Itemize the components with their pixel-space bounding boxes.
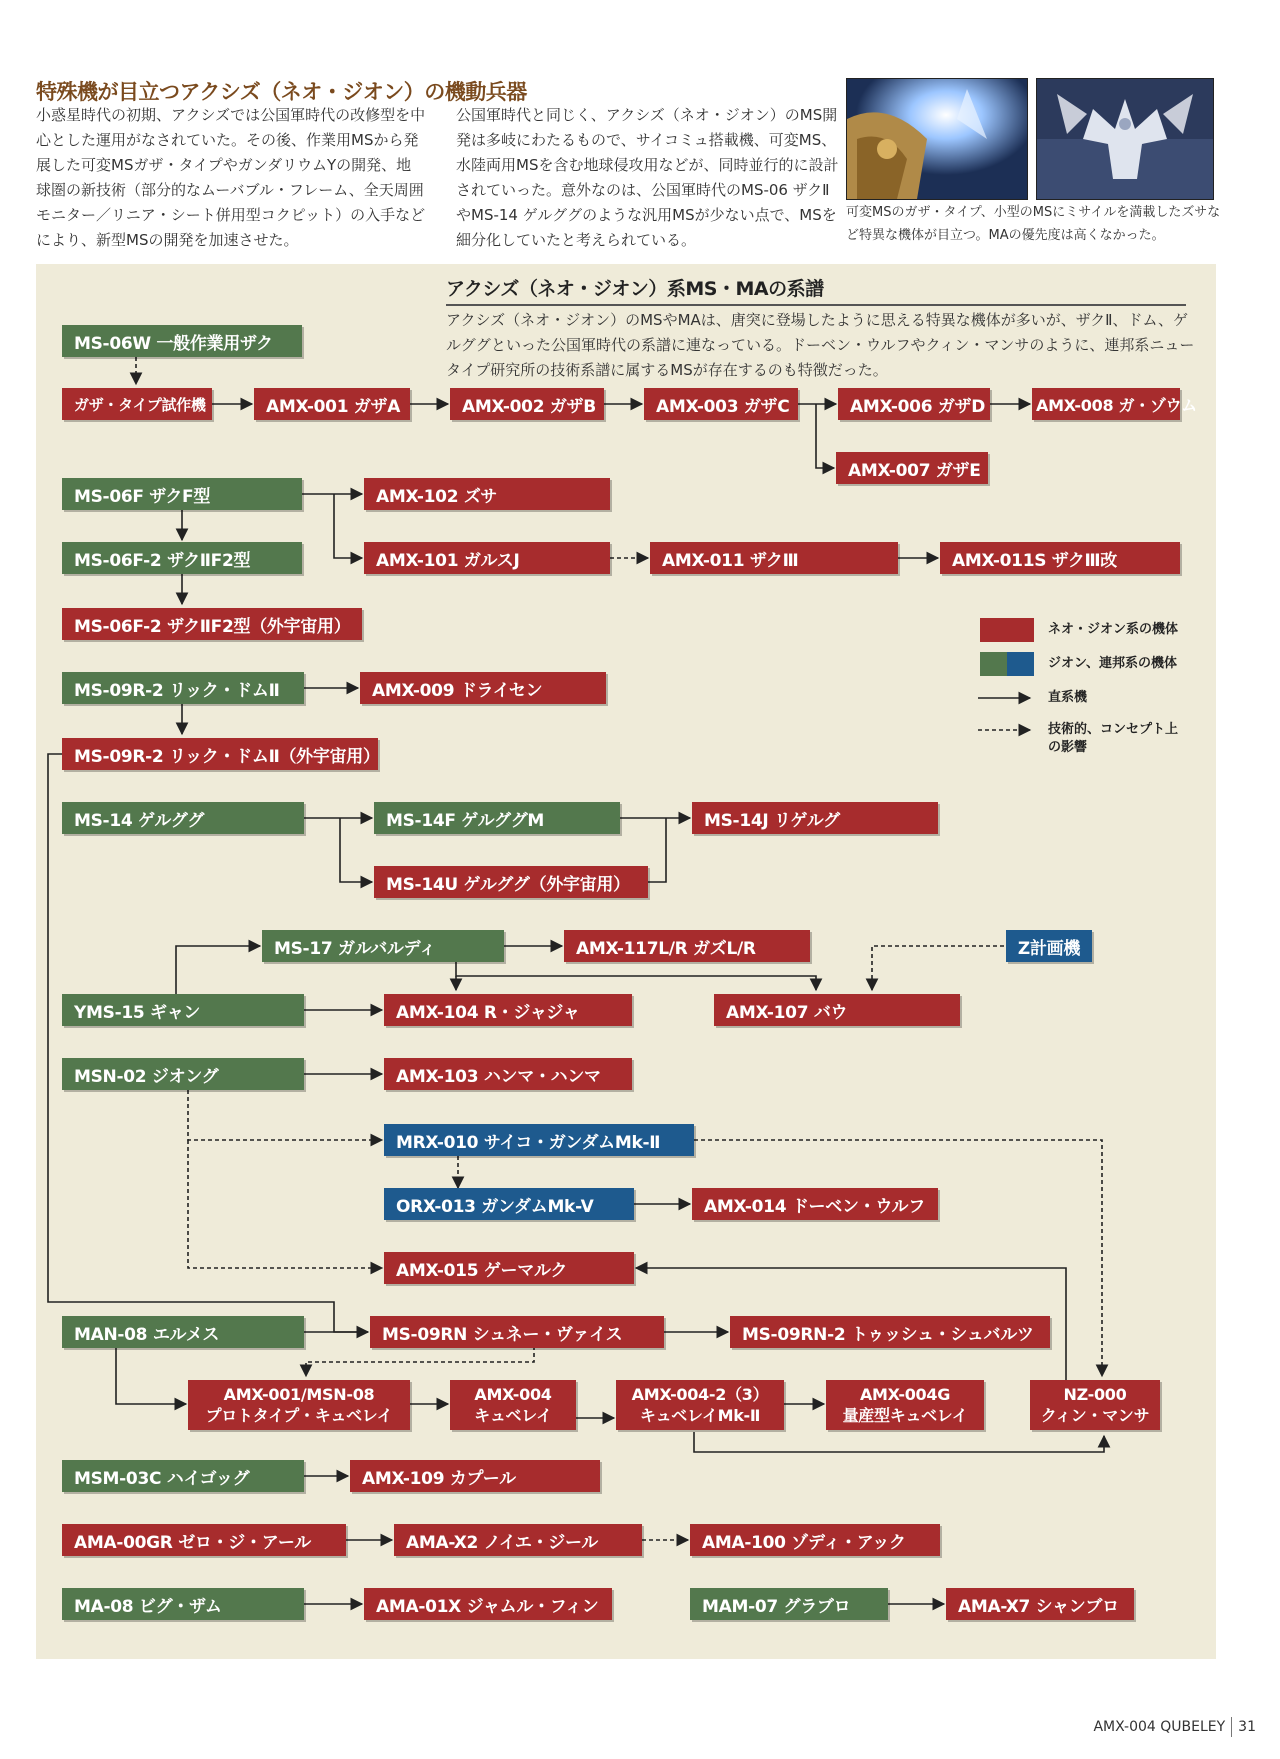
- node-ama-00gr: AMA-00GR ゼロ・ジ・アール: [62, 1524, 346, 1556]
- node-ms-09r-2: MS-09R-2 リック・ドムⅡ: [62, 672, 304, 704]
- node-nz-000: [1030, 1380, 1160, 1430]
- node-amx-004-2-line2: キュベレイMk-Ⅱ: [639, 1406, 761, 1425]
- legend-swatch-neo-zeon: [980, 618, 1034, 642]
- node-amx-109: AMX-109 カプール: [350, 1460, 600, 1492]
- node-ms-17: MS-17 ガルバルディ: [262, 930, 504, 962]
- node-ama-01x: AMA-01X ジャムル・フィン: [364, 1588, 612, 1620]
- node-amx-004g-line2: 量産型キュベレイ: [842, 1406, 968, 1425]
- legend-label-influence: 技術的、コンセプト上の影響: [1048, 722, 1179, 755]
- node-amx-102: AMX-102 ズサ: [364, 478, 610, 510]
- node-orx-013: ORX-013 ガンダムMk-V: [384, 1188, 634, 1220]
- node-amx-001-msn-08: [188, 1380, 410, 1430]
- node-ma-08: MA-08 ビグ・ザム: [62, 1588, 304, 1620]
- node-ms-06f: MS-06F ザクF型: [62, 478, 302, 510]
- node-ama-x2: AMA-X2 ノイエ・ジール: [394, 1524, 642, 1556]
- node-mrx-010: MRX-010 サイコ・ガンダムMk-Ⅱ: [384, 1124, 694, 1156]
- footer-separator: [1231, 1717, 1232, 1737]
- chart-title: アクシズ（ネオ・ジオン）系MS・MAの系譜: [446, 278, 824, 300]
- node-mam-07: MAM-07 グラブロ: [690, 1588, 888, 1620]
- node-amx-006: AMX-006 ガザD: [838, 388, 990, 420]
- node-z-plan: Z計画機: [1006, 930, 1092, 962]
- node-ms-09rn-2: MS-09RN-2 トゥッシュ・シュバルツ: [730, 1316, 1050, 1348]
- node-amx-101: AMX-101 ガルスJ: [364, 542, 610, 574]
- node-ms-14f: MS-14F ゲルググM: [374, 802, 620, 834]
- node-amx-015: AMX-015 ゲーマルク: [384, 1252, 634, 1284]
- node-amx-001: AMX-001 ガザA: [254, 388, 410, 420]
- node-amx-004g: [826, 1380, 984, 1430]
- node-amx-103: AMX-103 ハンマ・ハンマ: [384, 1058, 632, 1090]
- legend-label-zeon-federation: ジオン、連邦系の機体: [1048, 656, 1177, 671]
- node-yms-15: YMS-15 ギャン: [62, 994, 304, 1026]
- legend-label-neo-zeon: ネオ・ジオン系の機体: [1048, 622, 1179, 637]
- node-amx-107: AMX-107 バウ: [714, 994, 960, 1026]
- legend-label-direct: 直系機: [1048, 690, 1088, 705]
- node-nz-000-line1: NZ-000: [1063, 1385, 1127, 1404]
- node-amx-004: [450, 1380, 576, 1430]
- node-amx-104: AMX-104 R・ジャジャ: [384, 994, 632, 1026]
- node-amx-011: AMX-011 ザクⅢ: [650, 542, 898, 574]
- node-ama-100: AMA-100 ゾディ・アック: [690, 1524, 940, 1556]
- section-heading: 特殊機が目立つアクシズ（ネオ・ジオン）の機動兵器: [36, 80, 527, 104]
- node-gaza-prototype: ガザ・タイプ試作機: [62, 388, 212, 420]
- chart-description: アクシズ（ネオ・ジオン）のMSやMAは、唐突に登場したように思える特異な機体が多いが、ザクⅡ、ドム、ゲルググといった公国軍時代の系譜に連なっている。ドーベン・ウルフやクィン・マンサのように、連邦系ニュータイプ研究所の技術系譜に属するMSが存在するのも特徴だった。: [446, 311, 1195, 379]
- node-ms-06f-2-space: MS-06F-2 ザクⅡF2型（外宇宙用）: [62, 608, 362, 640]
- node-ms-14: MS-14 ゲルググ: [62, 802, 304, 834]
- node-amx-004-2-line1: AMX-004-2（3）: [631, 1385, 769, 1404]
- node-amx-007: AMX-007 ガザE: [836, 452, 988, 484]
- page-footer: [1093, 1717, 1256, 1737]
- node-amx-001-line1: AMX-001/MSN-08: [223, 1385, 375, 1404]
- node-amx-003: AMX-003 ガザC: [644, 388, 798, 420]
- node-ms-09r-2-space: MS-09R-2 リック・ドムⅡ（外宇宙用）: [62, 738, 378, 770]
- node-amx-004-line1: AMX-004: [474, 1385, 552, 1404]
- node-man-08: MAN-08 エルメス: [62, 1316, 304, 1348]
- node-ms-14u: MS-14U ゲルググ（外宇宙用）: [374, 866, 648, 898]
- node-amx-008: AMX-008 ガ・ゾウム: [1032, 388, 1180, 420]
- node-ama-x7: AMA-X7 シャンブロ: [946, 1588, 1134, 1620]
- intro-paragraph-left: 小惑星時代の初期、アクシズでは公国軍時代の改修型を中心とした運用がなされていた。その後、作業用MSから発展した可変MSガザ・タイプやガンダリウムYの開発、地球圏の新技術（部分的なムーバブル・フレーム、全天周囲モニター／リニア・シート併用型コクピット）の入手などにより、新型MSの開発を加速させた。: [36, 106, 426, 249]
- node-ms-09rn: MS-09RN シュネー・ヴァイス: [370, 1316, 664, 1348]
- node-amx-004-2: [616, 1380, 784, 1430]
- legend-swatch-zeon: [980, 652, 1007, 676]
- node-msm-03c: MSM-03C ハイゴッグ: [62, 1460, 304, 1492]
- node-amx-009: AMX-009 ドライセン: [360, 672, 606, 704]
- node-ms-14j: MS-14J リゲルグ: [692, 802, 938, 834]
- node-ms-06w: MS-06W 一般作業用ザク: [62, 325, 302, 357]
- legend-swatch-federation: [1007, 652, 1034, 676]
- node-nz-000-line2: クィン・マンサ: [1040, 1406, 1150, 1425]
- footer-code: AMX-004 QUBELEY: [1093, 1719, 1226, 1735]
- node-amx-011s: AMX-011S ザクⅢ改: [940, 542, 1180, 574]
- node-amx-002: AMX-002 ガザB: [450, 388, 604, 420]
- node-amx-004-line2: キュベレイ: [474, 1406, 552, 1425]
- node-amx-117: AMX-117L/R ガズL/R: [564, 930, 810, 962]
- intro-paragraph-right: 公国軍時代と同じく、アクシズ（ネオ・ジオン）のMS開発は多岐にわたるもので、サイコミュ搭載機、可変MS、水陸両用MSを含む地球侵攻用などが、同時並行的に設計されていった。意外なのは、公国軍時代のMS-06 ザクⅡやMS-14 ゲルググのような汎用MSが少ない点で、MSを細分化していたと考えられている。: [456, 106, 839, 249]
- node-amx-014: AMX-014 ドーベン・ウルフ: [692, 1188, 938, 1220]
- node-ms-06f-2: MS-06F-2 ザクⅡF2型: [62, 542, 302, 574]
- node-msn-02: MSN-02 ジオング: [62, 1058, 304, 1090]
- page-number: 31: [1238, 1719, 1256, 1735]
- photo-caption: 可変MSのガザ・タイプ、小型のMSにミサイルを満載したズサなど特異な機体が目立つ。MAの優先度は高くなかった。: [846, 205, 1221, 243]
- node-amx-004g-line1: AMX-004G: [859, 1385, 951, 1404]
- node-amx-001-line2: プロトタイプ・キュベレイ: [205, 1406, 393, 1425]
